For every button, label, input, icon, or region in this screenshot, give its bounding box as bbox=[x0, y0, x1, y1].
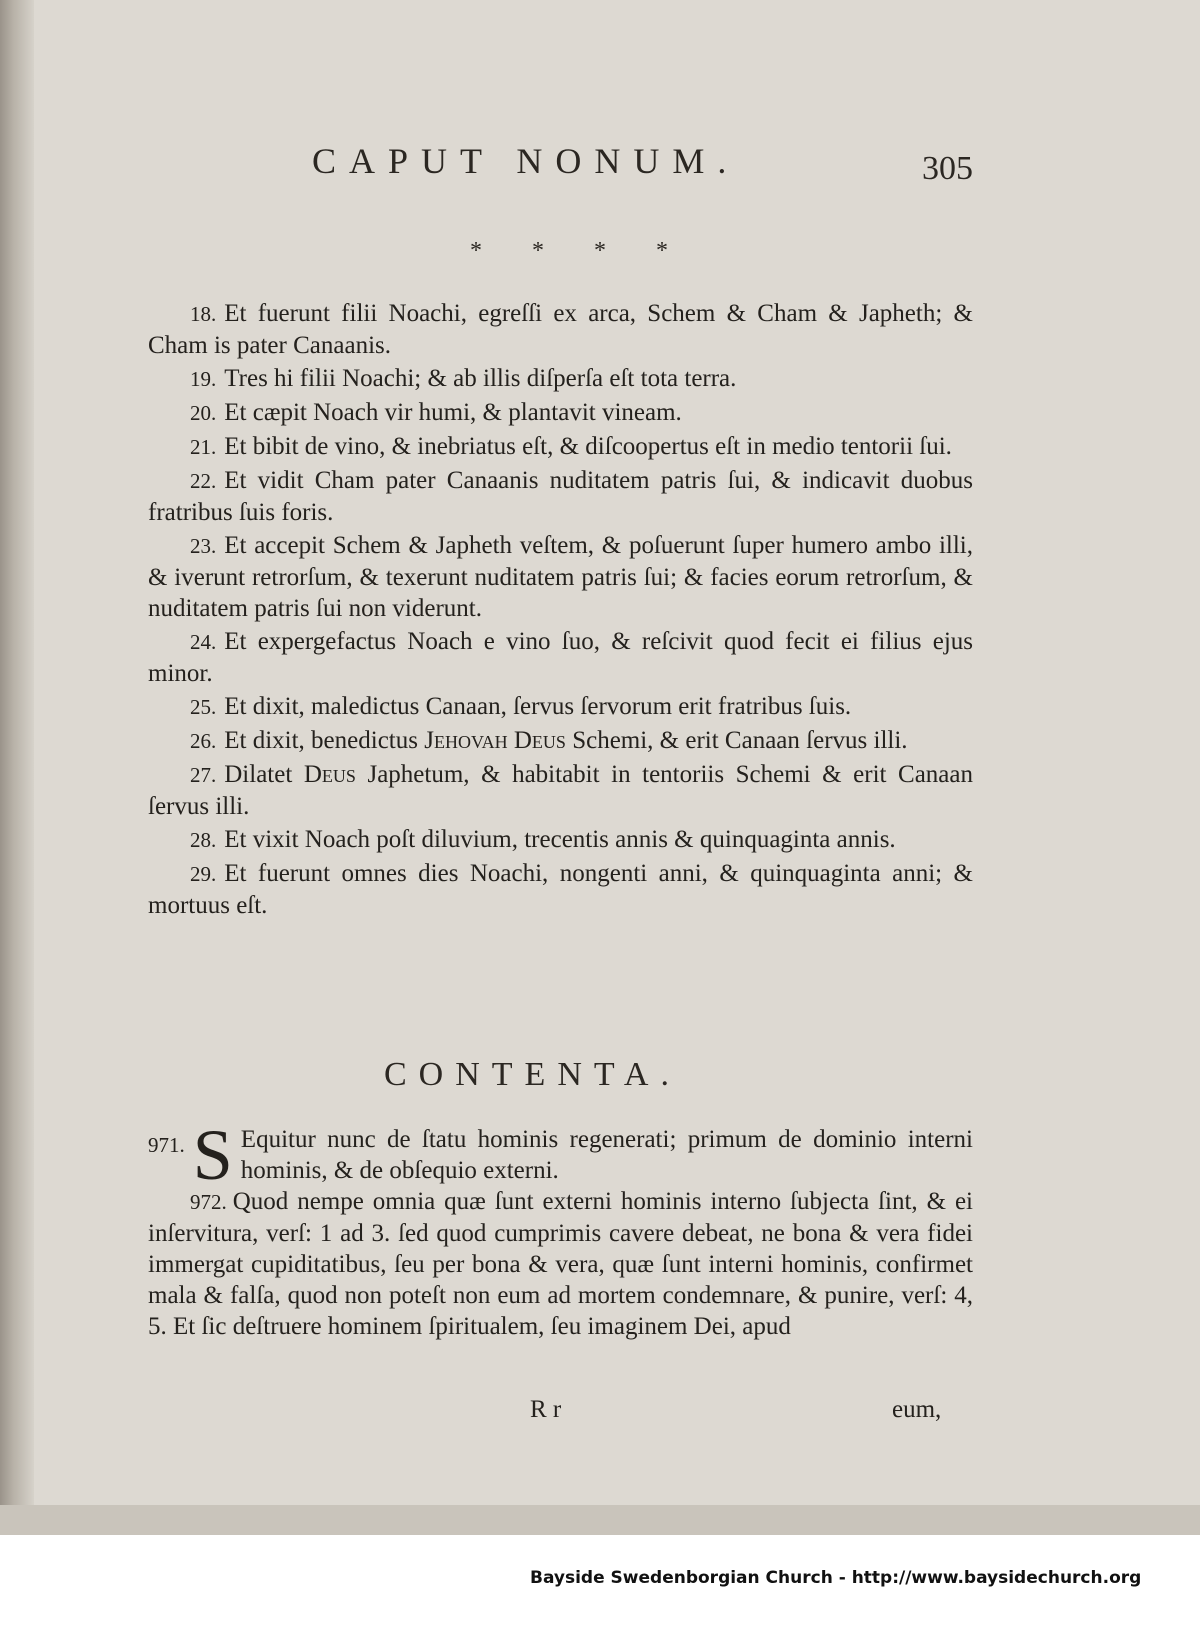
verse-number: 27. bbox=[190, 763, 217, 787]
verse-number: 21. bbox=[190, 435, 217, 459]
running-title: CAPUT NONUM. bbox=[312, 141, 740, 181]
verse-number: 20. bbox=[190, 401, 217, 425]
verse-text: Et cæpit Noach vir humi, & plantavit vineam. bbox=[224, 399, 682, 426]
verse-text: Tres hi filii Noachi; & ab illis diſperſa eſt tota terra. bbox=[224, 365, 737, 392]
section-separator: * * * * bbox=[470, 238, 690, 264]
verse-text: Et vidit Cham pater Canaanis nuditatem patris ſui, & indicavit duobus fratribus ſuis foris. bbox=[148, 467, 973, 526]
verse bbox=[148, 431, 973, 463]
verse bbox=[148, 397, 973, 429]
verse bbox=[148, 626, 973, 689]
verse-text: Et accepit Schem & Japheth veſtem, & poſuerunt ſuper humero ambo illi, & iverunt retrorſum, & texerunt nuditatem patris ſui; & facies eorum retrorſum, & nuditatem patris ſui non viderunt. bbox=[148, 532, 973, 622]
verse bbox=[148, 465, 973, 528]
verse-text: Et fuerunt filii Noachi, egreſſi ex arca, Schem & Cham & Japheth; & Cham is pater Canaanis. bbox=[148, 300, 973, 359]
verse bbox=[148, 725, 973, 757]
verse bbox=[148, 298, 973, 361]
signature-mark: R r bbox=[530, 1396, 562, 1423]
paragraph-text: Equitur nunc de ſtatu hominis regenerati; primum de dominio interni hominis, & de obſequio externi. bbox=[240, 1126, 973, 1184]
verse bbox=[148, 858, 973, 921]
paragraph-number: 972. bbox=[190, 1190, 227, 1214]
verse-text: Dilatet bbox=[224, 761, 304, 788]
verse-list bbox=[148, 298, 973, 923]
binding-gutter bbox=[0, 0, 34, 1535]
page-number: 305 bbox=[922, 150, 973, 187]
verse-text: Et fuerunt omnes dies Noachi, nongenti anni, & quinquaginta anni; & mortuus eſt. bbox=[148, 860, 973, 919]
verse-number: 25. bbox=[190, 695, 217, 719]
verse bbox=[148, 363, 973, 395]
verse-text: Et dixit, maledictus Canaan, ſervus ſervorum erit fratribus ſuis. bbox=[224, 693, 852, 720]
page-header bbox=[0, 140, 1200, 190]
drop-cap: S bbox=[192, 1115, 233, 1195]
verse-text: Et vixit Noach poſt diluvium, trecentis annis & quinquaginta annis. bbox=[224, 826, 896, 853]
paragraph-number: 971. bbox=[148, 1133, 185, 1157]
verse-text: Schemi, & erit Canaan ſervus illi. bbox=[565, 727, 908, 754]
verse-text: Japhetum, & habitabit in tentoriis Schemi & erit Canaan ſervus illi. bbox=[148, 761, 974, 820]
verse bbox=[148, 691, 973, 723]
verse bbox=[148, 530, 973, 624]
contents-heading: CONTENTA. bbox=[384, 1056, 681, 1093]
divine-name: Jehovah Deus bbox=[424, 727, 566, 754]
verse bbox=[148, 824, 973, 856]
verse-number: 29. bbox=[190, 862, 217, 886]
page-edge bbox=[0, 1505, 1200, 1535]
verse-number: 28. bbox=[190, 828, 217, 852]
verse-text: Et expergefactus Noach e vino ſuo, & reſcivit quod fecit ei filius ejus minor. bbox=[148, 628, 973, 687]
verse-text: Et bibit de vino, & inebriatus eſt, & diſcoopertus eſt in medio tentorii ſui. bbox=[224, 433, 952, 460]
verse-number: 24. bbox=[190, 630, 217, 654]
verse-number: 22. bbox=[190, 469, 217, 493]
verse bbox=[148, 759, 973, 822]
paragraph-text: Quod nempe omnia quæ ſunt externi hominis interno ſubjecta ſint, & ei inſervitura, verſ: 1 ad 3. ſed quod cumprimis cavere debeat, ne bona & vera fidei immergat cupiditatibus, ſeu per bona & vera, quæ ſunt interni hominis, confirmet mala & falſa, quod non poteſt non eum ad mortem condemnare, & punire, verſ: 4, 5. Et ſic deſtruere hominem ſpiritualem, ſeu imaginem Dei, apud bbox=[148, 1188, 973, 1340]
verse-number: 19. bbox=[190, 367, 217, 391]
verse-number: 18. bbox=[190, 302, 217, 326]
contents-body bbox=[148, 1115, 973, 1342]
verse-text: Et dixit, benedictus bbox=[224, 727, 425, 754]
catchword: eum, bbox=[892, 1396, 942, 1423]
contents-paragraph bbox=[148, 1186, 973, 1342]
source-attribution: Bayside Swedenborgian Church - http://www.baysidechurch.org bbox=[530, 1568, 1142, 1588]
contents-paragraph bbox=[148, 1115, 973, 1195]
verse-number: 23. bbox=[190, 534, 217, 558]
verse-number: 26. bbox=[190, 729, 217, 753]
divine-name: Deus bbox=[303, 761, 356, 788]
